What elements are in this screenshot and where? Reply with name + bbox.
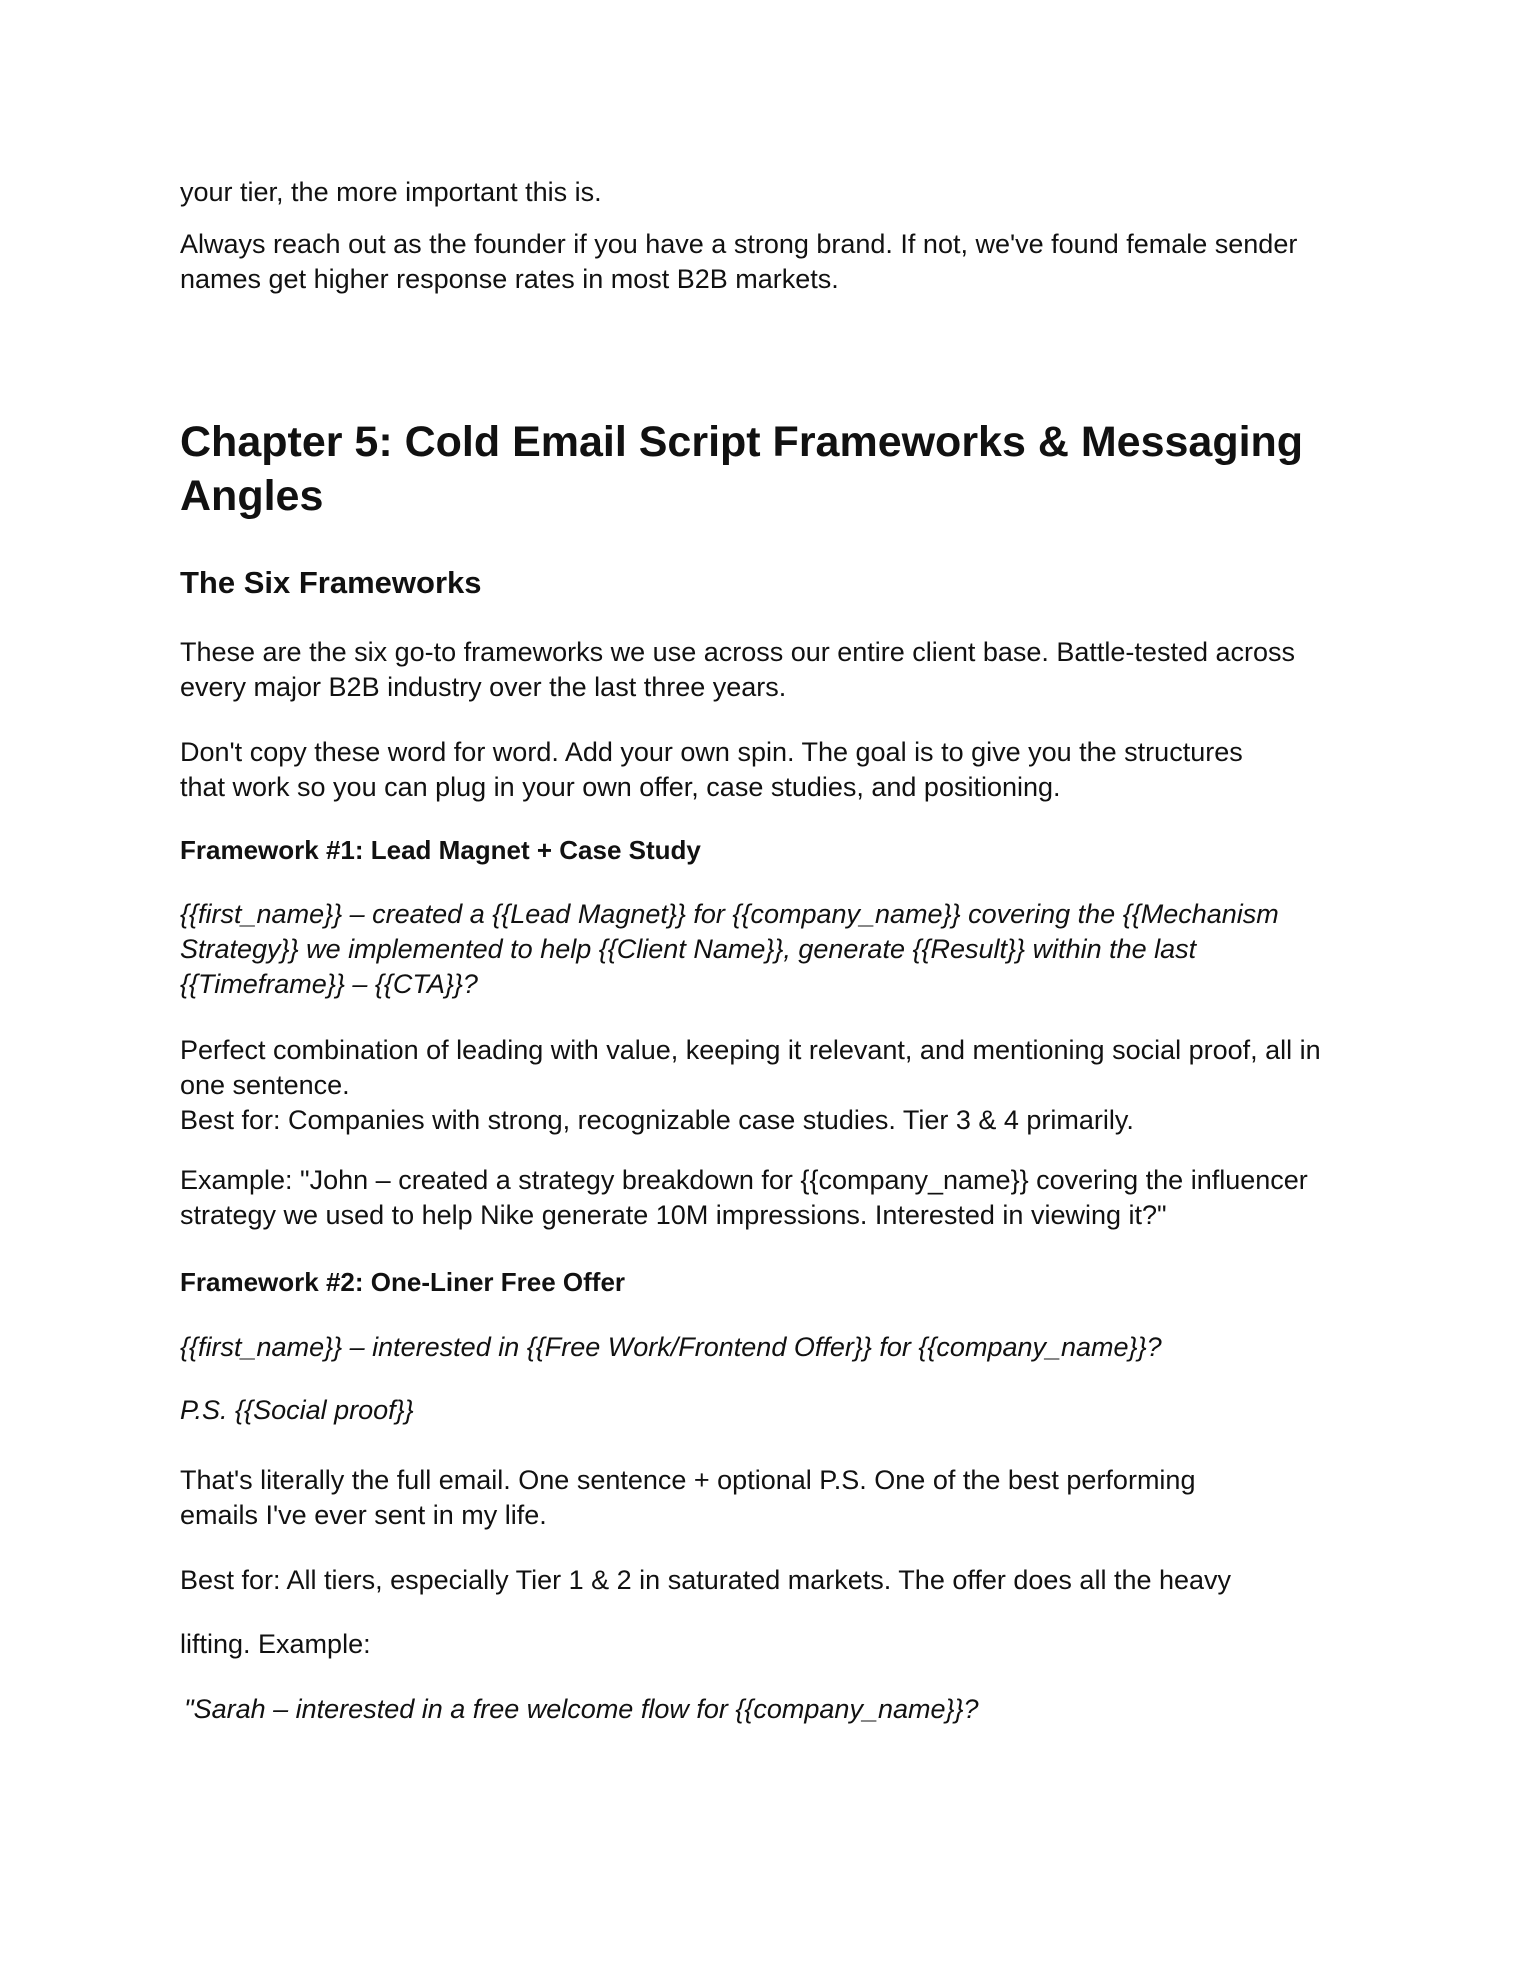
framework-1-template — [180, 897, 1360, 1002]
framework-1-best-for: Best for: Companies with strong, recognizable case studies. Tier 3 & 4 primarily. — [180, 1105, 1134, 1135]
section-intro-2-line-1: Don't copy these word for word. Add your own spin. The goal is to give you the structures — [180, 737, 1243, 767]
framework-2-best-for: Best for: All tiers, especially Tier 1 & 2 in saturated markets. The offer does all the heavy — [180, 1565, 1232, 1595]
intro-paragraph-line-1: Always reach out as the founder if you have a strong brand. If not, we've found female sender — [180, 229, 1298, 259]
chapter-title-line-1: Chapter 5: Cold Email Script Frameworks & Messaging — [180, 418, 1304, 466]
framework-2-example: "Sarah – interested in a free welcome flow for {{company_name}}? — [184, 1694, 979, 1724]
section-intro-1-line-2: every major B2B industry over the last three years. — [180, 672, 787, 702]
section-intro-paragraph-1 — [180, 635, 1360, 705]
intro-paragraph — [180, 227, 1360, 297]
intro-line: your tier, the more important this is. — [180, 177, 602, 207]
framework-1-example-line-2: strategy we used to help Nike generate 10M impressions. Interested in viewing it?" — [180, 1200, 1167, 1230]
chapter-title — [180, 415, 1360, 523]
framework-1-description-line-2: one sentence. — [180, 1070, 350, 1100]
framework-1-description-line-1: Perfect combination of leading with value, keeping it relevant, and mentioning social proof, all in — [180, 1035, 1321, 1065]
framework-1-title: Framework #1: Lead Magnet + Case Study — [180, 835, 701, 865]
framework-2-description — [180, 1463, 1360, 1533]
framework-2-ps: P.S. {{Social proof}} — [180, 1395, 414, 1425]
framework-2-description-line-2: emails I've ever sent in my life. — [180, 1500, 547, 1530]
framework-1-description — [180, 1033, 1360, 1138]
framework-2-best-for-continued: lifting. Example: — [180, 1629, 371, 1659]
framework-2-template: {{first_name}} – interested in {{Free Work/Frontend Offer}} for {{company_name}}? — [180, 1332, 1162, 1362]
intro-paragraph-line-2: names get higher response rates in most B2B markets. — [180, 264, 839, 294]
framework-1-example — [180, 1163, 1360, 1233]
chapter-title-line-2: Angles — [180, 472, 324, 520]
framework-2-title: Framework #2: One-Liner Free Offer — [180, 1267, 626, 1297]
framework-1-example-line-1: Example: "John – created a strategy breakdown for {{company_name}} covering the influencer — [180, 1165, 1308, 1195]
section-intro-2-line-2: that work so you can plug in your own offer, case studies, and positioning. — [180, 772, 1061, 802]
section-intro-paragraph-2 — [180, 735, 1360, 805]
framework-1-template-line-3: {{Timeframe}} – {{CTA}}? — [180, 969, 478, 999]
framework-1-template-line-1: {{first_name}} – created a {{Lead Magnet}} for {{company_name}} covering the {{Mechanism — [180, 899, 1279, 929]
section-intro-1-line-1: These are the six go-to frameworks we use across our entire client base. Battle-tested across — [180, 637, 1296, 667]
framework-2-description-line-1: That's literally the full email. One sentence + optional P.S. One of the best performing — [180, 1465, 1196, 1495]
framework-1-template-line-2: Strategy}} we implemented to help {{Client Name}}, generate {{Result}} within the last — [180, 934, 1197, 964]
section-title: The Six Frameworks — [180, 565, 482, 600]
